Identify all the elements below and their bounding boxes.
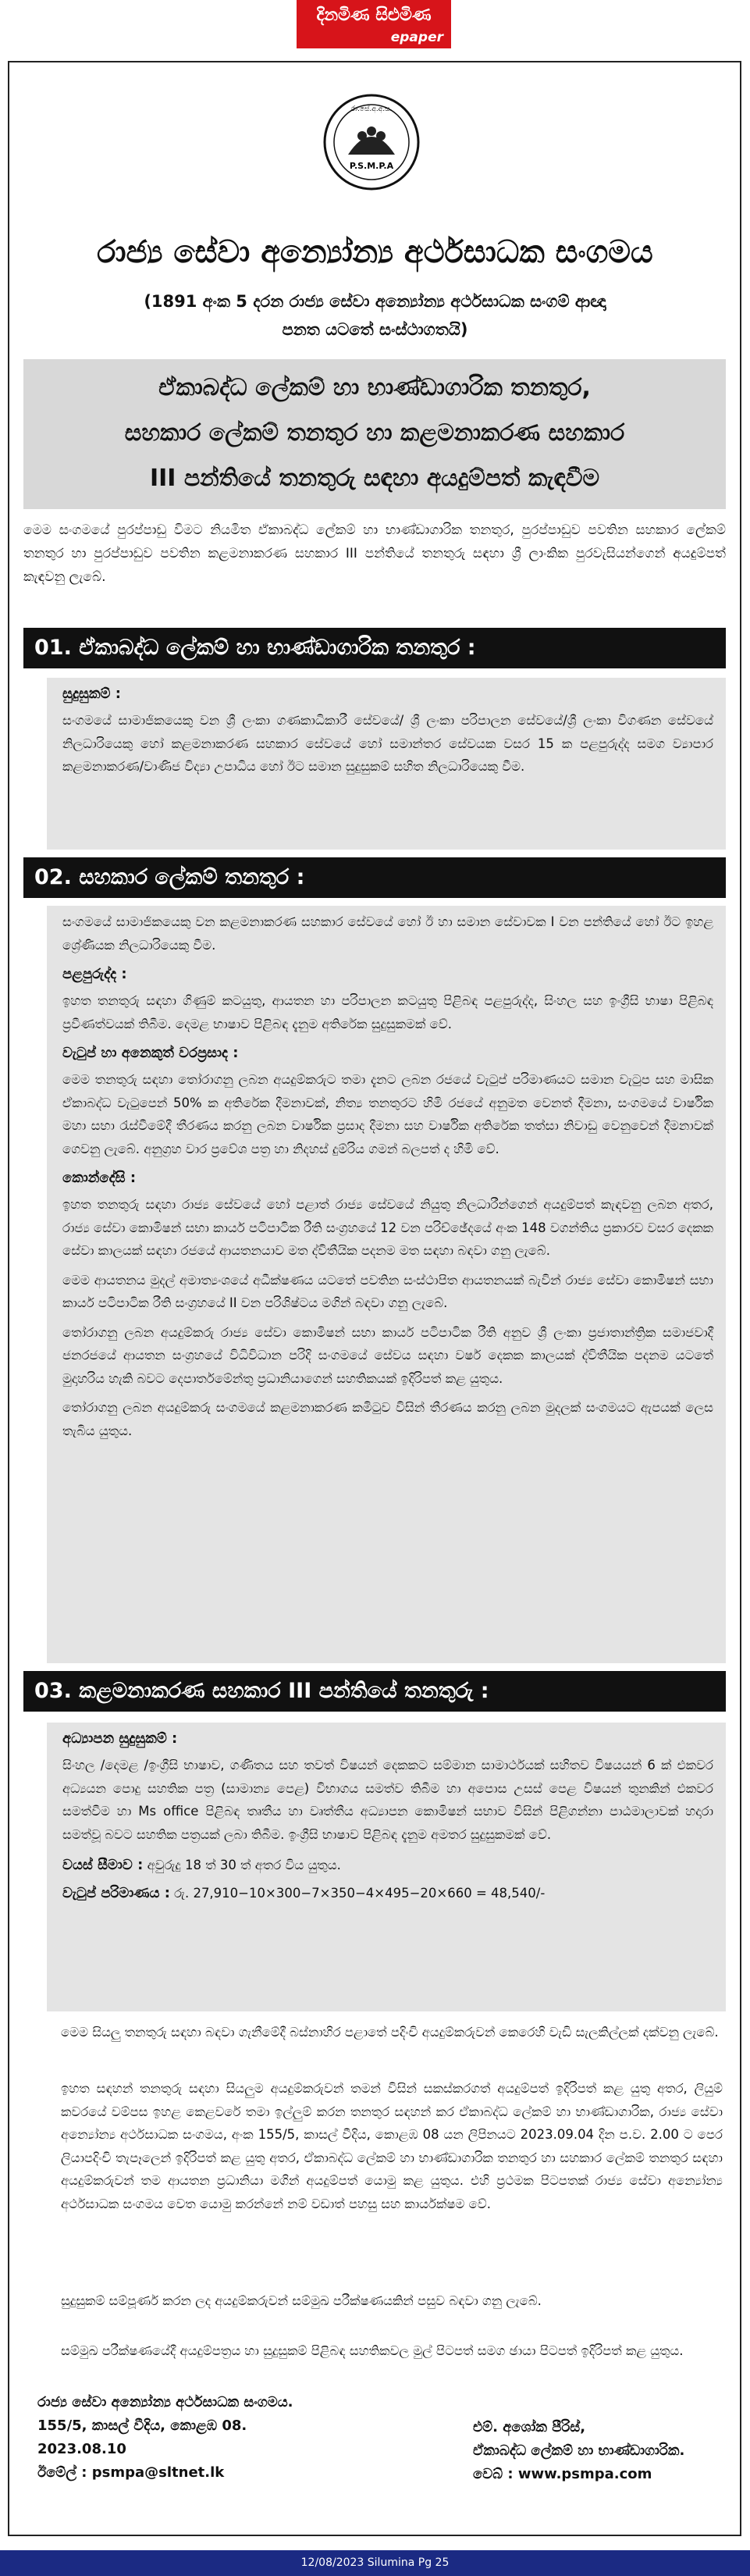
section-2-exp-text: ඉහත තනතුරු සඳහා ගිණුම් කටයුතු, ආයතන හා පරිපාලන කටයුතු පිළිබඳ පළපුරුද්ද, සිංහල සහ ඉංග්‍රීසි භාෂා පිළිබඳ ප්‍රවීණත්වයක් තිබීම. දෙමළ භාෂාව පිළිබඳ දැනුම අතිරේක සුදුසුකමක් වේ. (62, 993, 713, 1031)
psmpa-logo (322, 92, 421, 192)
section-2-exp-label: පළපුරුද්ද : (62, 966, 127, 982)
section-2-details (47, 906, 726, 1663)
section-3-pay-text: රු. 27,910−10×300−7×350−4×495−20×660 = 48,540/- (174, 1886, 546, 1901)
section-2-salary-text: මෙම තනතුරු සඳහා තෝරාගනු ලබන අයදුම්කරුට තමා දැනට ලබන රජයේ වැටුප් පරිමාණයට සමාන වැටුප සහ මාසික ඒකාබද්ධ වැටුපෙන් 50% ක අතිරේක දීමනාවක්, නිත්‍ය තනතුරට හිමි රජයේ අනුමත වෙනත් දීමනා, සංගමයේ වාර්ෂික මහා සභා රැස්වීමේදී තීරණය කරනු ලබන වාර්ෂික ප්‍රසාද දීමනා සහ වාර්ෂික අතිරේක තත්සා නිවාඩු වෙනුවෙන් දීමනාවක් ගෙවනු ලැබේ. අනුග්‍රහ වාර ප්‍රවේශ පත්‍ර හා නිදහස් දුම්රිය ගමන් බලපත් ද හිමි වේ. (62, 1072, 713, 1156)
section-1-heading: 01. ඒකාබද්ධ ලේකම් හා භාණ්ඩාගාරික තනතුර : (23, 628, 726, 668)
closing-western-province-note: මෙම සියලු තනතුරු සඳහා බඳවා ගැනීමේදී බස්නාහිර පළාතේ පදිංචි අයදුම්කරුවන් කෙරෙහි වැඩි සැලකිල්ලක් දක්වනු ලැබේ. (61, 2025, 719, 2040)
sig-right-name: එම්. අශෝක පීරිස්, (473, 2419, 586, 2435)
section-3-heading: 03. කළමනාකරණ සහකාර III පන්තියේ තනතුරු : (23, 1671, 726, 1712)
section-3-pay-label: වැටුප් පරිමාණය : (62, 1885, 170, 1901)
page-footer: 12/08/2023 Silumina Pg 25 (0, 2550, 750, 2576)
section-1-qualifications (47, 678, 726, 850)
closing-application-instructions: ඉහත සඳහන් තනතුරු සඳහා සියලුම අයදුම්කරුවන් තමන් විසින් සකස්කරගත් අයදුම්පත් ඉදිරිපත් කළ යුතු අතර, ලියුම් කවරයේ වම්පස ඉහළ කෙළවරේ තමා ඉල්ලුම් කරන තනතුර සඳහන් කර ඒකාබද්ධ ලේකම් හා භාණ්ඩාගාරික, රාජ්‍ය සේවා අන්‍යෝන්‍ය අර්ථසාධක සංගමය, අංක 155/5, කාසල් වීදිය, කොළඹ 08 යන ලිපිනයට 2023.09.04 දින ප.ව. 2.00 ට පෙර ලියාපදිංචි තැපෑලෙන් ඉදිරිපත් කළ යුතු අතර, ඒකාබද්ධ ලේකම් හා භාණ්ඩාගාරික තනතුර හා සහකාර ලේකම් තනතුර සඳහා අයදුම්කරුවන් තම ආයතන ප්‍රධානියා මගින් අයදුම්පත් යොමු කළ යුතුය. එහි ප්‍රථමක පිටපතක් රාජ්‍ය සේවා අන්‍යෝන්‍ය අර්ථසාධක සංගමය වෙත යොමු කරන්නේ නම් වඩාත් පහසු සහ කාර්යක්ෂම වේ. (61, 2081, 723, 2211)
logo-top-text: රා.සේ.අ.අ.ස. (350, 105, 393, 113)
subtitle-line-1: (1891 අංක 5 දරන රාජ්‍ය සේවා අන්‍යෝන්‍ය අර්ථසාධක සංගම් ආඥා (144, 292, 606, 311)
closing-documents-note: සම්මුඛ පරීක්ෂණයේදී අයදුම්පත්‍රය හා සුදුසුකම් පිළිබඳ සහතිකවල මුල් පිටපත් සමග ඡායා පිටපත් ඉදිරිපත් කළ යුතුය. (61, 2343, 684, 2358)
sig-right-title: ඒකාබද්ධ ලේකම් හා භාණ්ඩාගාරික. (473, 2442, 685, 2459)
section-3-edu-text: සිංහල /දෙමළ /ඉංග්‍රීසි භාෂාව, ගණිතය සහ තවත් විෂයන් දෙකකට සම්මාන සාමාර්ථයක් සහිතව විෂයයන් 6 ක් එකවර අධ්‍යයන පොදු සහතික පත්‍ර (සාමාන්‍ය පෙළ) විභාගය සමත්ව තිබීම හා අපොස උසස් පෙළ විෂයන් තුනකින් එකවර සමත්වීම හා Ms office පිළිබඳ තෘතීය හා වෘත්තීය අධ්‍යාපන කොමිෂන් සභාව විසින් පිළිගන්නා පාඨමාලාවක් හදාරා සමත්වූ බවට සහතික පත්‍රයක් ලබා තිබීම. ඉංග්‍රීසි භාෂාව පිළිබඳ දැනුම අමතර සුදුසුකමක් වේ. (62, 1758, 713, 1842)
section-2-condition-1: ඉහත තනතුරු සඳහා රාජ්‍ය සේවයේ හෝ පළාත් රාජ්‍ය සේවයේ නියුතු නිලධාරීන්ගෙන් අයදුම්පත් කැඳවනු ලබන අතර, රාජ්‍ය සේවා කොමිෂන් සභා කාර්ය පටිපාටික රීති සංග්‍රහයේ 12 වන පරිච්ඡේදයේ අංක 148 වගන්තිය ප්‍රකාරව වසර දෙකක සේවා කාලයක් සඳහා රජයේ ආයතනයාව මත ද්විතීයික පදනම මත සඳහා බඳවා ගනු ලැබේ. (62, 1197, 713, 1258)
closing-interview-note: සුදුසුකම් සම්පූර්ණ කරන ලද අයදුම්කරුවන් සම්මුඛ පරීක්ෂණයකින් පසුව බඳවා ගනු ලැබේ. (61, 2293, 542, 2308)
intro-paragraph: මෙම සංගමයේ පුරප්පාඩු විමට නියමිත ඒකාබද්ධ ලේකම් හා භාණ්ඩාගාරික තනතුර, පුරප්පාඩුව පවතින සහකාර ලේකම් තනතුර හා පුරප්පාඩුව පවතින කළමනාකරණ සහකාර III පන්තියේ තනතුරු සඳහා ශ්‍රී ලාංකික පුරවැසියන්ගෙන් අයදුම්පත් කැඳවනු ලැබේ. (23, 522, 726, 585)
section-3-age-label: වයස් සීමාව : (62, 1857, 144, 1873)
sig-right-web-label: වෙබ් : (473, 2466, 514, 2482)
association-title: රාජ්‍ය සේවා අන්‍යෝන්‍ය අර්ථසාධක සංගමය (97, 234, 653, 270)
section-2-eligibility: සංගමයේ සාමාජිකයෙකු වන කළමනාකරණ සහකාර සේවයේ හෝ ඊ හා සමාන සේවාවක I වන පන්තියේ හෝ ඊට ඉහළ ශ්‍රේණියක නිලධාරියෙකු වීම. (62, 914, 713, 953)
banner-line-2: සහකාර ලේකම් තනතුර හා කළමනාකරණ සහකාර (124, 419, 625, 447)
section-3-edu-label: අධ්‍යාපන සුදුසුකම් : (62, 1730, 178, 1747)
section-2-condition-2: මෙම ආයතනය මුදල් අමාත්‍යංශයේ අධීක්ෂණය යටතේ පවතින සංස්ථාපිත ආයතනයක් බැවින් රාජ්‍ය සේවා කොමිෂන් සභා කාර්ය පටිපාටික රීති සංග්‍රහයේ II වන පරිශිෂ්ටය මගින් බඳවා ගනු ලැබේ. (62, 1272, 713, 1310)
sig-left-email[interactable]: psmpa@sltnet.lk (91, 2464, 225, 2481)
section-3-age-text: අවුරුදු 18 ත් 30 ත් අතර විය යුතුය. (147, 1858, 341, 1872)
section-2-condition-3: තෝරාගනු ලබන අයදුම්කරු රාජ්‍ය සේවා කොමිෂන් සභා කාර්ය පටිපාටික රීති අනුව ශ්‍රී ලංකා ප්‍රජාතාන්ත්‍රික සමාජවාදී ජනරජයේ ආයතන සංග්‍රහයේ විධිවිධාන පරිදි සංගමයේ සේවය සඳහා වර්ෂ දෙකක කාලයක් ද්විතීයික පදනම යටතේ මුදාහරිය හැකි බවට දෙපාර්තමේන්තු ප්‍රධානියාගෙන් සහතිකයක් ඉදිරිපත් කළ යුතුය. (62, 1324, 713, 1386)
section-1-qual-text: සංගමයේ සාමාජිකයෙකු වන ශ්‍රී ලංකා ගණකාධිකාරී සේවයේ/ ශ්‍රී ලංකා පරිපාලන සේවයේ/ශ්‍රී ලංකා විගණන සේවයේ නිලධාරියෙකු හෝ කළමනාකරණ සහකාර සේවයේ හෝ සමාන්තර සේවයක වසර 15 ක පළපුරුද්ද සමග ව්‍යාපාර කළමනාකරණ/වාණිජ විද්‍යා උපාධිය හෝ ඊට සමාන සුදුසුකම් සහිත නිලධාරියෙකු වීම. (62, 713, 713, 774)
signature-block-right (473, 2416, 684, 2486)
section-1-qual-label: සුදුසුකම් : (62, 686, 121, 702)
section-2-heading: 02. සහකාර ලේකම් තනතුර : (23, 857, 726, 898)
sig-left-line-1: රාජ්‍ය සේවා අන්‍යෝන්‍ය අර්ථසාධක සංගමය. (37, 2394, 293, 2410)
sig-left-date: 2023.08.10 (37, 2441, 126, 2457)
logo-bottom-text: P.S.M.P.A (349, 161, 394, 171)
section-2-condition-4: තෝරාගනු ලබන අයදුම්කරු සංගමයේ කළමනාකරණ කමිටුව විසින් තීරණය කරනු ලබන මුදලක් සංගමයට ඇපයක් ලෙස තැබිය යුතුය. (62, 1400, 713, 1438)
signature-block-left (37, 2391, 293, 2485)
masthead-epaper: epaper (390, 30, 443, 45)
association-subtitle (0, 287, 750, 344)
sig-left-line-2: 155/5, කාසල් වීදිය, කොළඹ 08. (37, 2417, 247, 2434)
section-2-conditions-label: කොන්දේසි : (62, 1170, 137, 1186)
vacancy-banner (23, 359, 726, 509)
banner-line-3: III පන්තියේ තනතුරු සඳහා අයදුම්පත් කැඳවීම (149, 465, 600, 492)
subtitle-line-2: පනත යටතේ සංස්ථාගතයි) (282, 320, 468, 339)
section-2-salary-label: වැටුප් හා අනෙකුත් වරප්‍රසාද : (62, 1045, 239, 1061)
sig-left-email-label: ඊමේල් : (37, 2464, 87, 2481)
section-3-details (47, 1723, 726, 2011)
masthead-name: දිනමිණ සිළුමිණ (316, 5, 432, 25)
banner-line-1: ඒකාබද්ධ ලේකම් හා භාණ්ඩාගාරික තනතුර, (158, 374, 591, 401)
sig-right-web[interactable]: www.psmpa.com (517, 2466, 652, 2482)
epaper-masthead (297, 0, 451, 48)
